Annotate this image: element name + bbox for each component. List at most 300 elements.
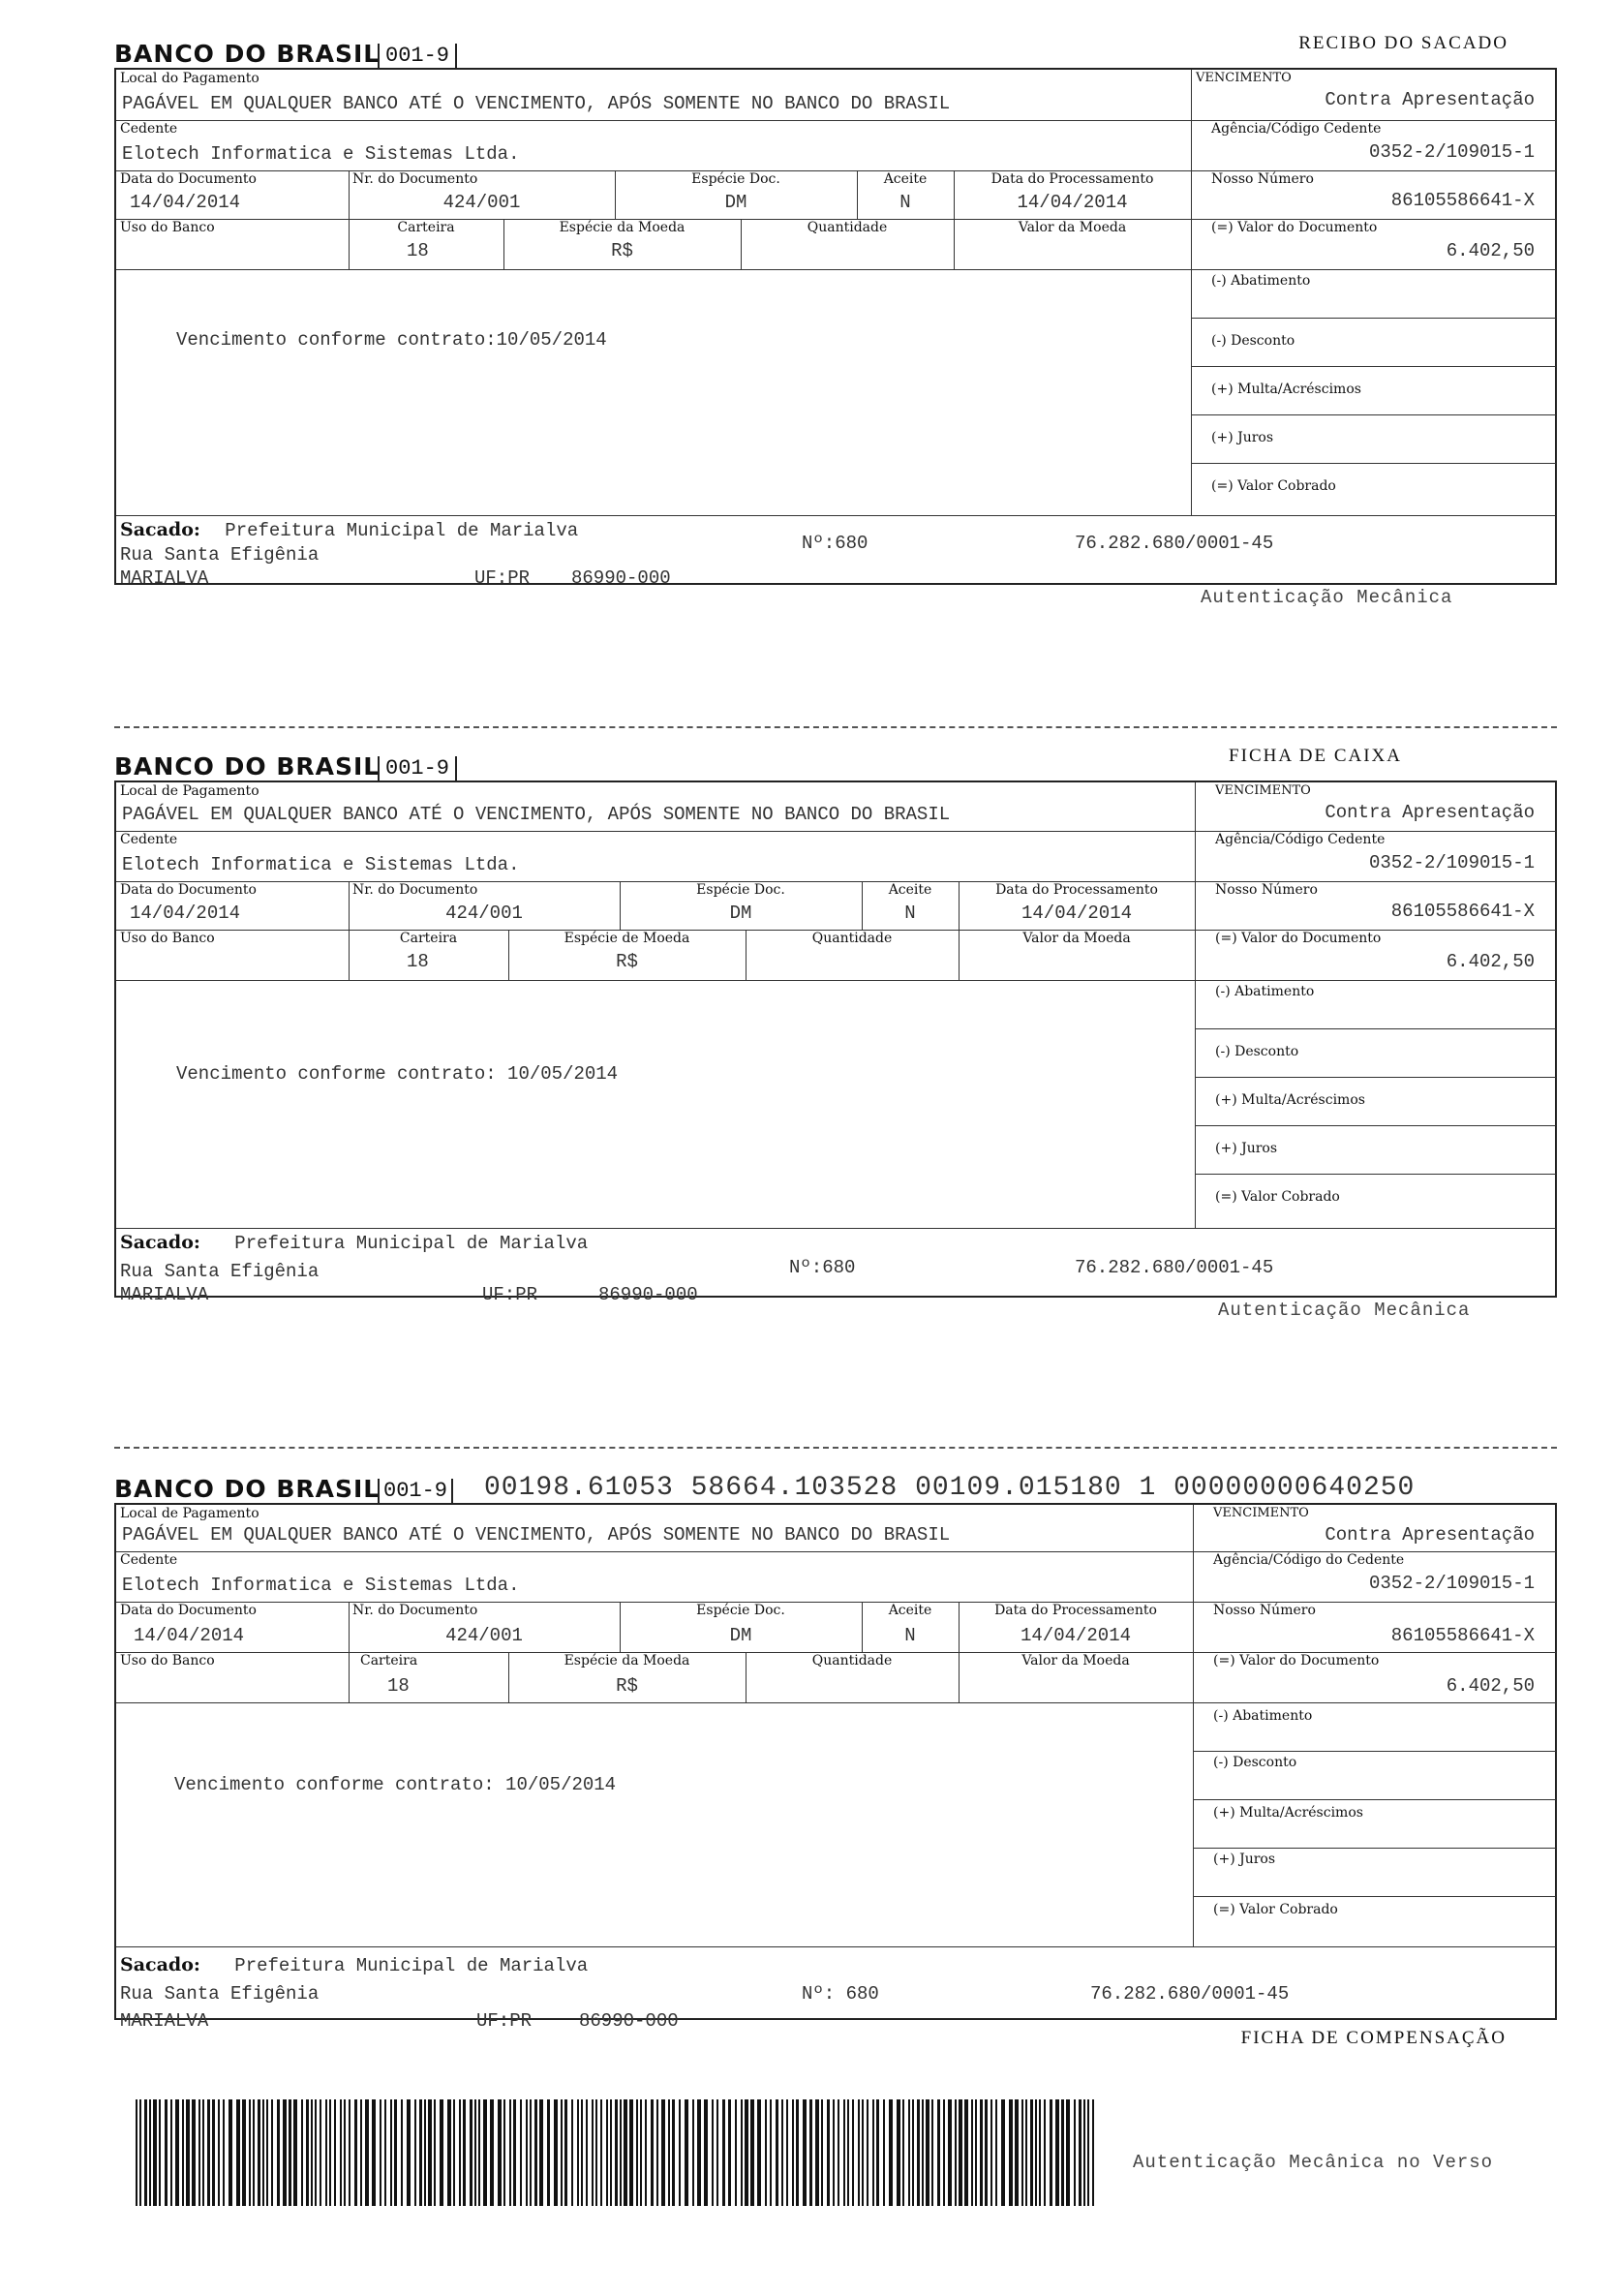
- barcode-bar: [202, 2099, 204, 2206]
- barcode-bar: [765, 2099, 767, 2206]
- barcode-bar: [620, 2099, 622, 2206]
- value-sacado-rua: Rua Santa Efigênia: [120, 1261, 320, 1282]
- label-carteira: Carteira: [399, 931, 458, 946]
- label-local-pagamento: Local do Pagamento: [120, 71, 259, 86]
- barcode-bar: [843, 2099, 845, 2206]
- instrucoes: Vencimento conforme contrato: 10/05/2014: [176, 1063, 619, 1085]
- barcode-bar: [964, 2099, 968, 2206]
- barcode-bar: [329, 2099, 331, 2206]
- label-uso-banco: Uso do Banco: [120, 931, 215, 946]
- label-aceite: Aceite: [888, 1603, 932, 1618]
- barcode-bar: [610, 2099, 612, 2206]
- sacado-line-1: [120, 1232, 588, 1254]
- label-sacado: Sacado:: [120, 1954, 200, 1975]
- value-agencia-cedente: 0352-2/109015-1: [1368, 1573, 1535, 1594]
- barcode-bar: [741, 2099, 743, 2206]
- barcode-bar: [862, 2099, 864, 2206]
- barcode-bar: [390, 2099, 392, 2206]
- barcode-bar: [175, 2099, 179, 2206]
- value-local-pagamento: PAGÁVEL EM QUALQUER BANCO ATÉ O VENCIMENTO, APÓS SOMENTE NO BANCO DO BRASIL: [122, 1524, 951, 1546]
- value-aceite: N: [899, 192, 911, 213]
- ficha-compensacao-label: FICHA DE COMPENSAÇÃO: [1240, 2028, 1507, 2048]
- barcode-bar: [258, 2099, 260, 2206]
- barcode-bar: [636, 2099, 638, 2206]
- barcode-bar: [902, 2099, 904, 2206]
- barcode-bar: [266, 2099, 268, 2206]
- barcode-bar: [606, 2099, 608, 2206]
- section-title: RECIBO DO SACADO: [1298, 33, 1508, 53]
- barcode-bar: [980, 2099, 983, 2206]
- barcode-bar: [833, 2099, 835, 2206]
- autenticacao-mecanica-verso: Autenticação Mecânica no Verso: [1133, 2152, 1494, 2173]
- value-data-processamento: 14/04/2014: [1021, 903, 1133, 924]
- label-quantidade: Quantidade: [811, 931, 893, 946]
- value-vencimento: Contra Apresentação: [1325, 89, 1535, 110]
- barcode-bar: [757, 2099, 761, 2206]
- barcode-bar: [136, 2099, 137, 2206]
- label-nr-documento: Nr. do Documento: [352, 1603, 478, 1618]
- barcode-bar: [509, 2099, 511, 2206]
- value-especie-doc: DM: [729, 1625, 752, 1646]
- barcode-bar: [547, 2099, 550, 2206]
- label-cedente: Cedente: [120, 121, 178, 137]
- label-valor-documento: (=) Valor do Documento: [1211, 220, 1378, 235]
- barcode-bar: [315, 2099, 317, 2206]
- label-abatimento: (-) Abatimento: [1213, 1708, 1313, 1724]
- barcode-bar: [453, 2099, 455, 2206]
- value-aceite: N: [904, 903, 916, 924]
- barcode-bar: [948, 2099, 952, 2206]
- barcode-bar: [340, 2099, 342, 2206]
- barcode-bar: [360, 2099, 362, 2206]
- barcode-bar: [229, 2099, 232, 2206]
- barcode-bar: [889, 2099, 893, 2206]
- barcode-bar: [577, 2099, 579, 2206]
- bank-code: 001-9: [378, 756, 457, 781]
- label-quantidade: Quantidade: [811, 1653, 893, 1668]
- cut-line: [114, 1447, 1557, 1449]
- value-carteira: 18: [387, 1675, 410, 1697]
- barcode-bar: [149, 2099, 151, 2206]
- right-column: [1195, 782, 1556, 1228]
- label-especie-moeda: Espécie da Moeda: [564, 1653, 690, 1668]
- value-nosso-numero: 86105586641-X: [1390, 901, 1535, 922]
- value-valor-documento: 6.402,50: [1446, 240, 1535, 261]
- barcode-bar: [212, 2099, 215, 2206]
- barcode-bar: [463, 2099, 466, 2206]
- value-sacado-numero: Nº:680: [789, 1257, 856, 1278]
- slip-ficha-compensacao: [114, 1468, 1557, 2088]
- barcode-bar: [883, 2099, 885, 2206]
- barcode-bar: [277, 2099, 280, 2206]
- barcode-bar: [365, 2099, 369, 2206]
- instrucoes: Vencimento conforme contrato: 10/05/2014: [174, 1774, 617, 1795]
- barcode-bar: [301, 2099, 303, 2206]
- value-nr-documento: 424/001: [442, 192, 521, 213]
- barcode-bar: [815, 2099, 819, 2206]
- barcode-bar: [428, 2099, 432, 2206]
- barcode-bar: [668, 2099, 670, 2206]
- barcode-bar: [153, 2099, 157, 2206]
- barcode-bar: [470, 2099, 472, 2206]
- barcode-bar: [586, 2099, 588, 2206]
- value-sacado-nome: Prefeitura Municipal de Marialva: [234, 1233, 589, 1254]
- barcode-bar: [975, 2099, 977, 2206]
- right-column: [1191, 70, 1556, 515]
- value-cedente: Elotech Informatica e Sistemas Ltda.: [122, 854, 520, 875]
- label-valor-cobrado: (=) Valor Cobrado: [1213, 1902, 1338, 1917]
- barcode-bar: [645, 2099, 647, 2206]
- barcode-bar: [349, 2099, 350, 2206]
- value-nosso-numero: 86105586641-X: [1390, 190, 1535, 211]
- value-carteira: 18: [407, 240, 429, 261]
- row-cedente: [116, 120, 1191, 171]
- barcode-bar: [526, 2099, 528, 2206]
- label-valor-cobrado: (=) Valor Cobrado: [1215, 1189, 1340, 1205]
- barcode-bar: [803, 2099, 807, 2206]
- barcode-bar: [407, 2099, 411, 2206]
- label-nosso-numero: Nosso Número: [1213, 1603, 1316, 1618]
- barcode-bar: [534, 2099, 537, 2206]
- value-nr-documento: 424/001: [445, 903, 523, 924]
- barcode-bar: [434, 2099, 436, 2206]
- barcode-bar: [424, 2099, 426, 2206]
- barcode-bar: [1083, 2099, 1085, 2206]
- label-uso-banco: Uso do Banco: [120, 1653, 215, 1668]
- barcode-bar: [520, 2099, 522, 2206]
- value-especie-doc: DM: [724, 192, 747, 213]
- bank-code: 001-9: [378, 1479, 453, 1503]
- autenticacao-mecanica: Autenticação Mecânica: [1201, 587, 1453, 608]
- label-data-documento: Data do Documento: [120, 1603, 257, 1618]
- label-multa: (+) Multa/Acréscimos: [1213, 1805, 1363, 1821]
- barcode-bar: [661, 2099, 665, 2206]
- value-valor-documento: 6.402,50: [1446, 951, 1535, 972]
- barcode-bar: [554, 2099, 558, 2206]
- barcode-bar: [926, 2099, 929, 2206]
- barcode-bar: [394, 2099, 397, 2206]
- slip-header: [114, 1468, 1557, 1503]
- barcode-bar: [827, 2099, 830, 2206]
- barcode-bar: [483, 2099, 487, 2206]
- barcode-bar: [372, 2099, 376, 2206]
- barcode-bar: [1079, 2099, 1082, 2206]
- bank-name: BANCO DO BRASIL: [114, 1475, 381, 1503]
- label-uso-banco: Uso do Banco: [120, 220, 215, 235]
- barcode-bar: [223, 2099, 225, 2206]
- label-cedente: Cedente: [120, 1552, 178, 1568]
- barcode-bar: [917, 2099, 920, 2206]
- barcode-bar: [852, 2099, 854, 2206]
- value-local-pagamento: PAGÁVEL EM QUALQUER BANCO ATÉ O VENCIMENTO, APÓS SOMENTE NO BANCO DO BRASIL: [122, 93, 951, 114]
- barcode-bar: [931, 2099, 933, 2206]
- barcode-bar: [1039, 2099, 1041, 2206]
- barcode-bar: [937, 2099, 940, 2206]
- barcode-bar: [1021, 2099, 1023, 2206]
- barcode-bar: [792, 2099, 794, 2206]
- barcode-bar: [781, 2099, 783, 2206]
- barcode-bar: [182, 2099, 184, 2206]
- barcode-bar: [809, 2099, 812, 2206]
- value-sacado-numero: Nº: 680: [802, 1983, 879, 2005]
- label-valor-moeda: Valor da Moeda: [1021, 1653, 1130, 1668]
- bank-name: BANCO DO BRASIL: [114, 40, 381, 68]
- barcode-bar: [325, 2099, 327, 2206]
- label-multa: (+) Multa/Acréscimos: [1215, 1092, 1365, 1108]
- barcode-bar: [253, 2099, 255, 2206]
- sacado-line-1: [120, 519, 578, 541]
- barcode-bar: [629, 2099, 633, 2206]
- barcode-bar: [943, 2099, 945, 2206]
- barcode-bar: [995, 2099, 997, 2206]
- bank-name: BANCO DO BRASIL: [114, 752, 381, 781]
- barcode-bar: [897, 2099, 900, 2206]
- barcode-bar: [571, 2099, 573, 2206]
- barcode-bar: [876, 2099, 879, 2206]
- value-especie-moeda: R$: [616, 951, 638, 972]
- value-local-pagamento: PAGÁVEL EM QUALQUER BANCO ATÉ O VENCIMENTO, APÓS SOMENTE NO BANCO DO BRASIL: [122, 804, 951, 825]
- label-carteira: Carteira: [397, 220, 455, 235]
- slip-recibo-sacado: [114, 33, 1557, 633]
- barcode-bar: [564, 2099, 567, 2206]
- barcode-bar: [716, 2099, 718, 2206]
- boleto-table: [114, 1503, 1557, 2032]
- barcode-bar: [908, 2099, 910, 2206]
- barcode-bar: [344, 2099, 346, 2206]
- barcode-bar: [242, 2099, 246, 2206]
- barcode-bar: [990, 2099, 992, 2206]
- label-agencia-cedente: Agência/Código do Cedente: [1213, 1552, 1405, 1568]
- barcode-bar: [838, 2099, 839, 2206]
- slip-header: [114, 33, 1179, 68]
- barcode-bar: [289, 2099, 291, 2206]
- barcode-bar: [712, 2099, 714, 2206]
- barcode-bar: [503, 2099, 505, 2206]
- value-sacado-cidade: MARIALVA: [120, 567, 209, 589]
- label-data-processamento: Data do Processamento: [990, 171, 1154, 187]
- label-desconto: (-) Desconto: [1213, 1755, 1297, 1770]
- value-nr-documento: 424/001: [445, 1625, 523, 1646]
- barcode-bar: [498, 2099, 502, 2206]
- value-sacado-nome: Prefeitura Municipal de Marialva: [225, 520, 579, 541]
- barcode-bar: [218, 2099, 220, 2206]
- value-sacado-cidade: MARIALVA: [120, 1284, 209, 1305]
- label-vencimento: VENCIMENTO: [1215, 783, 1311, 798]
- barcode-bar: [380, 2099, 381, 2206]
- barcode-bar: [1066, 2099, 1070, 2206]
- barcode-bar: [821, 2099, 823, 2206]
- value-especie-moeda: R$: [616, 1675, 638, 1697]
- value-cedente: Elotech Informatica e Sistemas Ltda.: [122, 1575, 520, 1596]
- barcode-bar: [867, 2099, 868, 2206]
- label-local-pagamento: Local de Pagamento: [120, 783, 259, 799]
- autenticacao-mecanica: Autenticação Mecânica: [1218, 1300, 1471, 1321]
- barcode-bar: [165, 2099, 168, 2206]
- value-sacado-cep: 86990-000: [571, 567, 671, 589]
- barcode-bar: [1092, 2099, 1094, 2206]
- barcode-bar: [1055, 2099, 1059, 2206]
- barcode-bar: [447, 2099, 451, 2206]
- barcode-bar: [490, 2099, 494, 2206]
- barcode-bar: [1061, 2099, 1064, 2206]
- boleto-table: [114, 68, 1557, 589]
- value-sacado-cnpj: 76.282.680/0001-45: [1075, 1257, 1274, 1278]
- label-nosso-numero: Nosso Número: [1211, 171, 1314, 187]
- value-sacado-cidade: MARIALVA: [120, 2010, 209, 2032]
- barcode-bar: [159, 2099, 161, 2206]
- barcode-bar: [1001, 2099, 1005, 2206]
- bank-code: 001-9: [378, 44, 457, 68]
- label-abatimento: (-) Abatimento: [1211, 273, 1311, 289]
- value-data-processamento: 14/04/2014: [1017, 192, 1128, 213]
- value-sacado-rua: Rua Santa Efigênia: [120, 1983, 320, 2005]
- value-sacado-uf: UF:PR: [474, 567, 531, 589]
- value-carteira: 18: [407, 951, 429, 972]
- label-abatimento: (-) Abatimento: [1215, 984, 1315, 999]
- label-multa: (+) Multa/Acréscimos: [1211, 382, 1361, 397]
- label-cedente: Cedente: [120, 832, 178, 847]
- barcode-bar: [1025, 2099, 1027, 2206]
- barcode-bar: [679, 2099, 681, 2206]
- barcode-bar: [1009, 2099, 1013, 2206]
- label-especie-doc: Espécie Doc.: [696, 1603, 785, 1618]
- barcode-bar: [1030, 2099, 1033, 2206]
- value-valor-documento: 6.402,50: [1446, 1675, 1535, 1697]
- value-sacado-cep: 86990-000: [598, 1284, 698, 1305]
- slip-header: [114, 746, 1179, 781]
- barcode-bar: [600, 2099, 602, 2206]
- value-agencia-cedente: 0352-2/109015-1: [1368, 852, 1535, 873]
- barcode-bar: [440, 2099, 443, 2206]
- barcode-bar: [478, 2099, 480, 2206]
- label-especie-doc: Espécie Doc.: [691, 171, 780, 187]
- value-sacado-numero: Nº:680: [802, 533, 868, 554]
- barcode-bar: [750, 2099, 754, 2206]
- barcode-bar: [624, 2099, 627, 2206]
- label-valor-documento: (=) Valor do Documento: [1213, 1653, 1380, 1668]
- barcode-bar: [656, 2099, 658, 2206]
- barcode-bar: [595, 2099, 597, 2206]
- barcode-bar: [697, 2099, 701, 2206]
- label-vencimento: VENCIMENTO: [1196, 71, 1292, 85]
- label-valor-moeda: Valor da Moeda: [1022, 931, 1131, 946]
- row-documento: [116, 170, 1191, 220]
- barcode-bar: [186, 2099, 190, 2206]
- barcode-bar: [539, 2099, 543, 2206]
- barcode-bar: [745, 2099, 748, 2206]
- value-sacado-cnpj: 76.282.680/0001-45: [1075, 533, 1274, 554]
- sacado-line-1: [120, 1954, 588, 1976]
- value-sacado-uf: UF:PR: [476, 2010, 533, 2032]
- barcode-bar: [236, 2099, 240, 2206]
- barcode-bar: [283, 2099, 287, 2206]
- barcode-bar: [401, 2099, 403, 2206]
- value-aceite: N: [904, 1625, 916, 1646]
- barcode-bar: [419, 2099, 422, 2206]
- barcode-bar: [735, 2099, 737, 2206]
- barcode-bar: [651, 2099, 654, 2206]
- slip-ficha-caixa: [114, 746, 1557, 1346]
- barcode-bar: [306, 2099, 309, 2206]
- barcode-bar: [311, 2099, 313, 2206]
- barcode-bar: [776, 2099, 778, 2206]
- barcode-bar: [959, 2099, 962, 2206]
- barcode-bar: [334, 2099, 336, 2206]
- value-data-documento: 14/04/2014: [130, 192, 241, 213]
- barcode-bar: [847, 2099, 849, 2206]
- cut-line: [114, 726, 1557, 728]
- row-local-pagamento: [116, 70, 1191, 121]
- value-cedente: Elotech Informatica e Sistemas Ltda.: [122, 143, 520, 165]
- value-especie-doc: DM: [729, 903, 752, 924]
- barcode-bar: [207, 2099, 210, 2206]
- barcode-bar: [922, 2099, 924, 2206]
- label-data-processamento: Data do Processamento: [994, 1603, 1157, 1618]
- label-especie-doc: Espécie Doc.: [696, 882, 785, 898]
- label-sacado: Sacado:: [120, 1232, 200, 1253]
- barcode-bar: [692, 2099, 694, 2206]
- barcode-bar: [640, 2099, 642, 2206]
- row-uso-banco: [116, 219, 1191, 270]
- boleto-table: [114, 781, 1557, 1305]
- barcode-bar: [1087, 2099, 1089, 2206]
- value-vencimento: Contra Apresentação: [1325, 1524, 1535, 1546]
- barcode-bar: [170, 2099, 172, 2206]
- barcode-bar: [198, 2099, 200, 2206]
- label-quantidade: Quantidade: [807, 220, 888, 235]
- label-desconto: (-) Desconto: [1215, 1044, 1299, 1059]
- label-valor-documento: (=) Valor do Documento: [1215, 931, 1382, 946]
- value-data-documento: 14/04/2014: [134, 1625, 245, 1646]
- barcode-bar: [704, 2099, 708, 2206]
- value-sacado-cep: 86990-000: [579, 2010, 679, 2032]
- label-data-documento: Data do Documento: [120, 171, 257, 187]
- barcode-bar: [144, 2099, 147, 2206]
- label-agencia-cedente: Agência/Código Cedente: [1215, 832, 1386, 847]
- label-valor-cobrado: (=) Valor Cobrado: [1211, 478, 1336, 494]
- barcode-bar: [414, 2099, 416, 2206]
- barcode-bar: [581, 2099, 583, 2206]
- value-data-documento: 14/04/2014: [130, 903, 241, 924]
- barcode-bar: [592, 2099, 594, 2206]
- label-nr-documento: Nr. do Documento: [352, 882, 478, 898]
- label-juros: (+) Juros: [1213, 1852, 1276, 1867]
- label-aceite: Aceite: [888, 882, 932, 898]
- barcode-bar: [293, 2099, 297, 2206]
- section-title: FICHA DE CAIXA: [1229, 746, 1402, 766]
- barcode-bar: [770, 2099, 772, 2206]
- value-nosso-numero: 86105586641-X: [1390, 1625, 1535, 1646]
- label-vencimento: VENCIMENTO: [1213, 1506, 1309, 1520]
- barcode-bar: [971, 2099, 973, 2206]
- barcode-bar: [513, 2099, 516, 2206]
- barcode-bar: [1050, 2099, 1052, 2206]
- barcode-bar: [1044, 2099, 1046, 2206]
- label-local-pagamento: Local de Pagamento: [120, 1506, 259, 1521]
- label-desconto: (-) Desconto: [1211, 333, 1295, 349]
- barcode-bar: [139, 2099, 141, 2206]
- value-agencia-cedente: 0352-2/109015-1: [1368, 141, 1535, 163]
- barcode-bar: [192, 2099, 196, 2206]
- barcode-bar: [955, 2099, 957, 2206]
- barcode: [136, 2099, 1104, 2206]
- label-agencia-cedente: Agência/Código Cedente: [1211, 121, 1382, 137]
- value-especie-moeda: R$: [611, 240, 633, 261]
- digitable-line: 00198.61053 58664.103528 00109.015180 1 00000000640250: [484, 1473, 1416, 1503]
- barcode-bar: [1074, 2099, 1076, 2206]
- barcode-bar: [796, 2099, 799, 2206]
- barcode-bar: [262, 2099, 264, 2206]
